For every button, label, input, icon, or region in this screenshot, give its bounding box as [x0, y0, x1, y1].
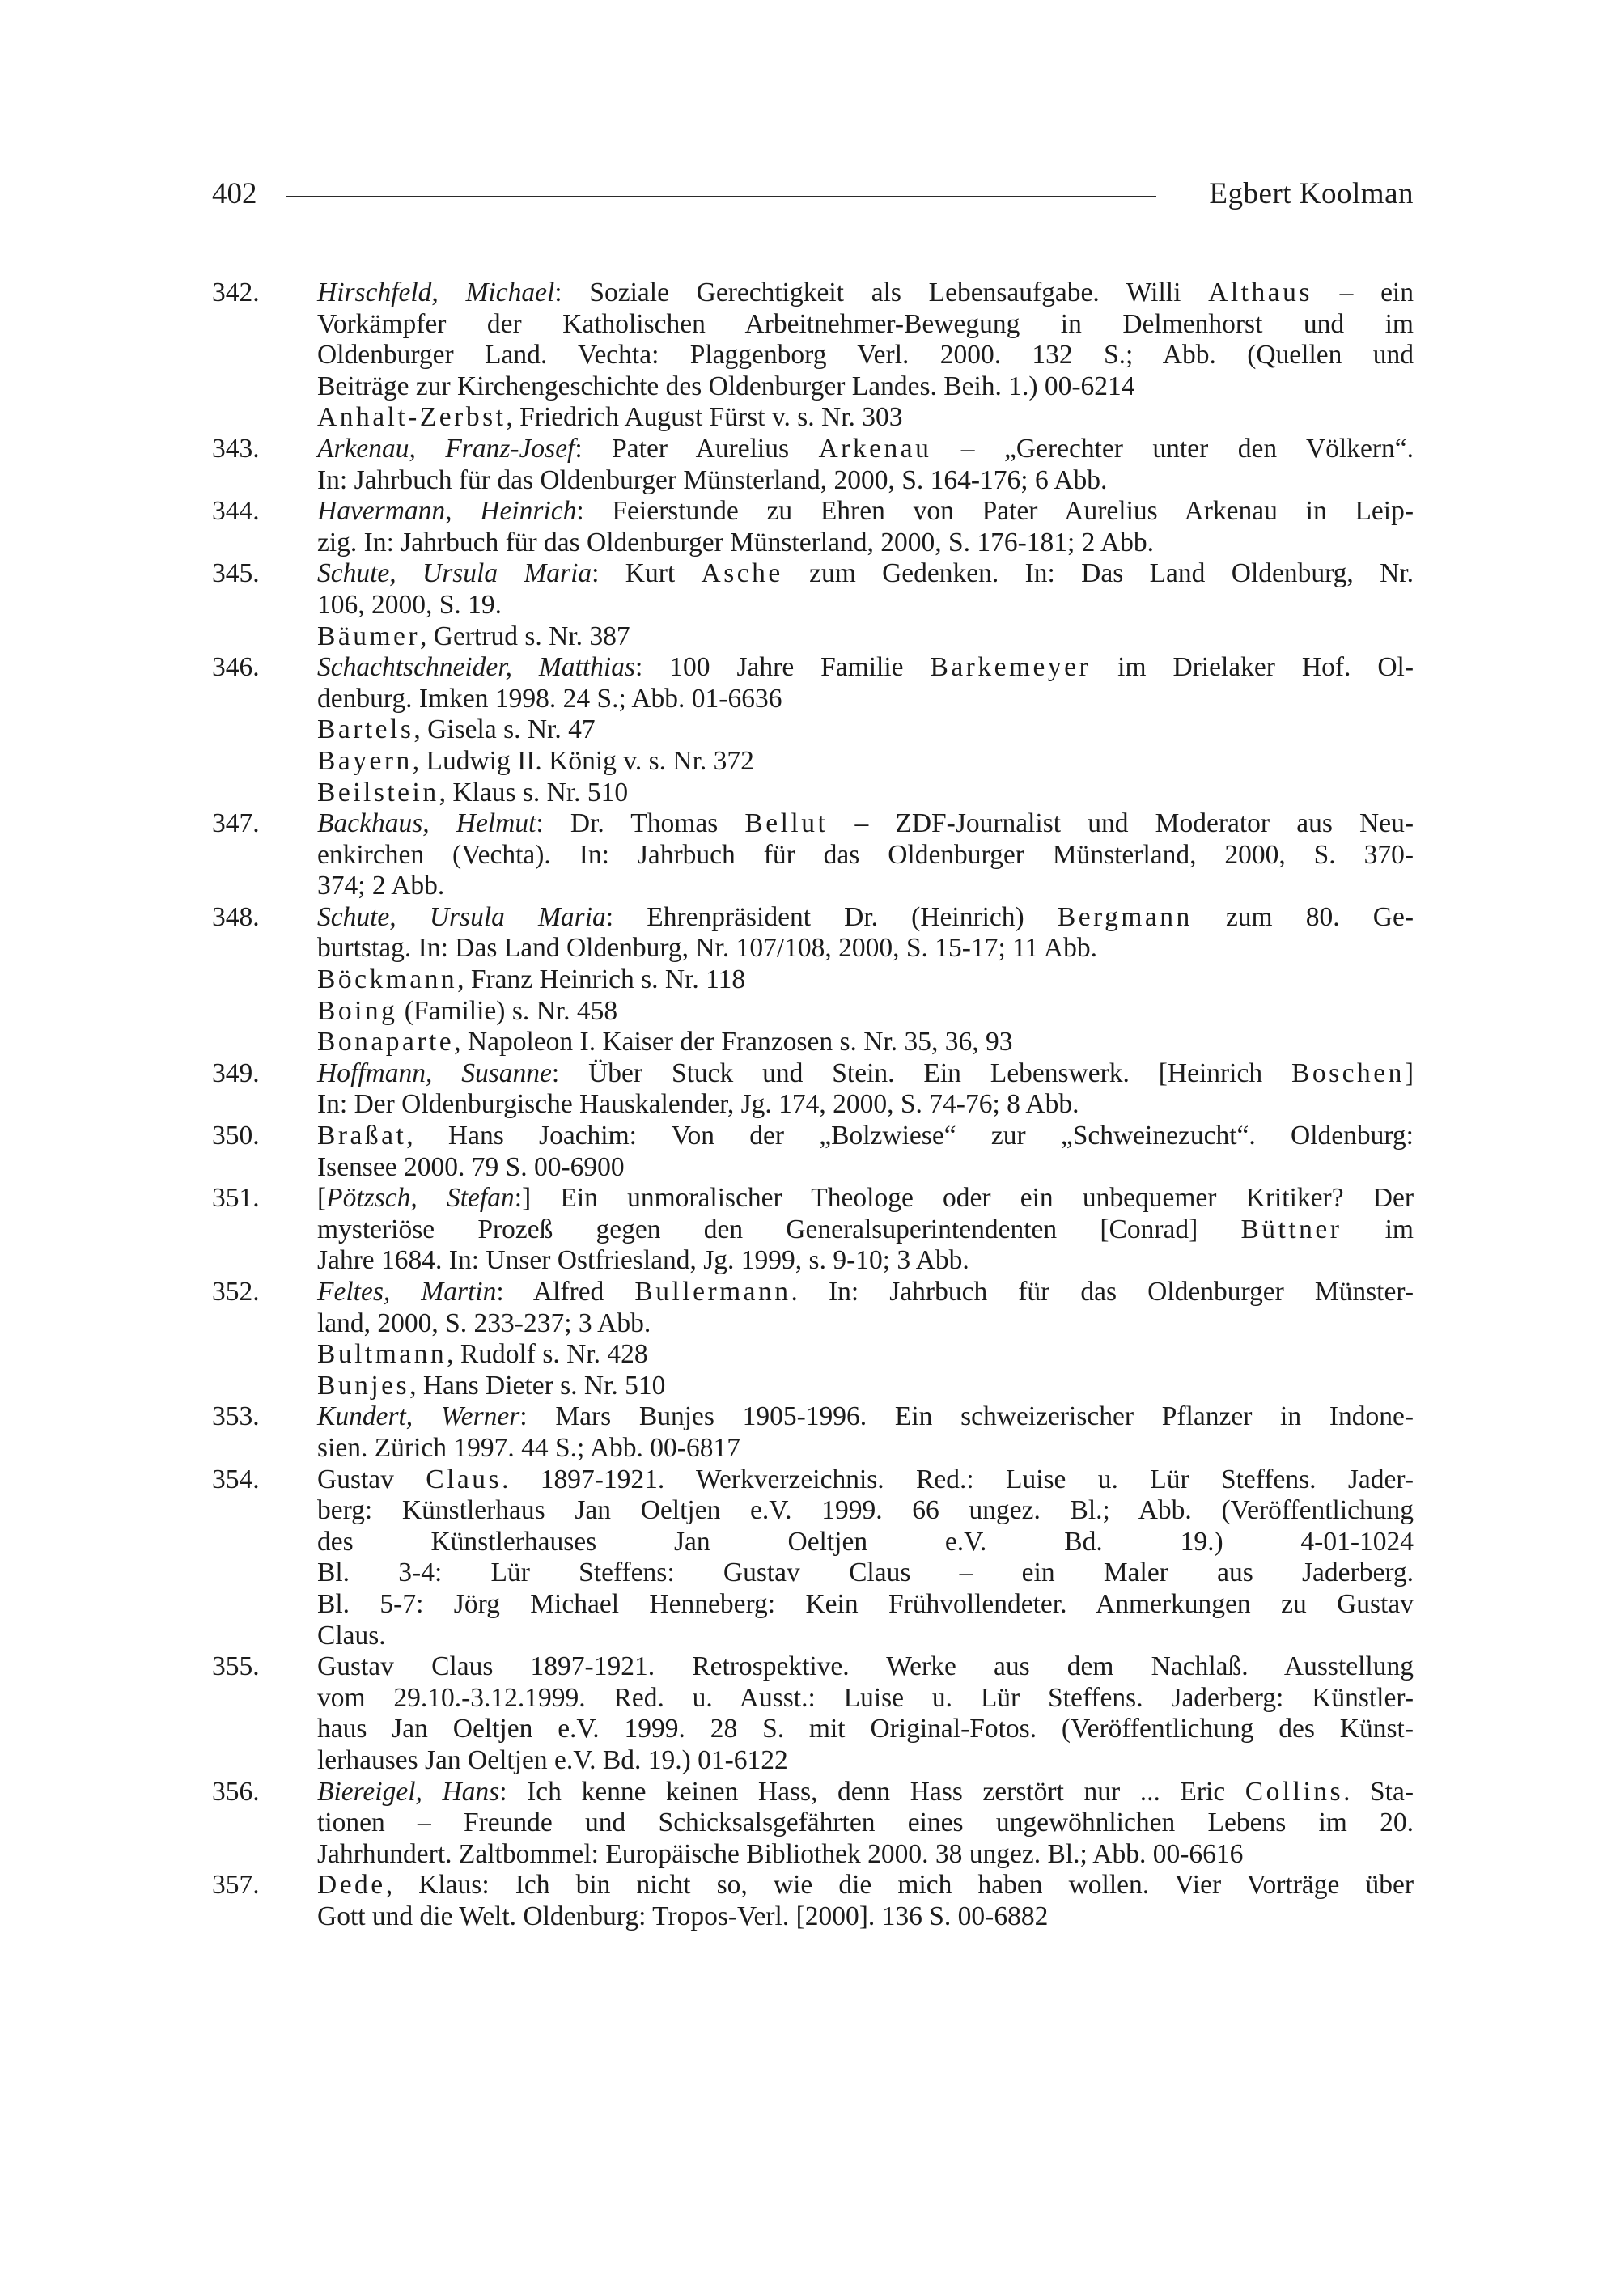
entry-text: Gott und die Welt. Oldenburg: Tropos-Verl. [2000]. 136 S. 00-6882	[317, 1901, 1049, 1931]
entry-line	[317, 1621, 1414, 1652]
entry-text: Gustav	[317, 1464, 426, 1494]
entry-line	[317, 1464, 1414, 1496]
entry-text: : Alfred	[496, 1277, 635, 1307]
entry-number: 352.	[212, 1277, 260, 1307]
subject-name: Braßat	[317, 1121, 407, 1151]
entry-text: Gustav Claus 1897-1921. Retrospektive. Werke aus dem Nachlaß. Ausstellung	[317, 1651, 1414, 1682]
entry-text: , Hans Joachim: Von der „Bolzwiese“ zur „Schweinezucht“. Oldenburg:	[406, 1121, 1414, 1151]
entry-number: 355.	[212, 1651, 260, 1682]
subject-name: Arkenau	[818, 433, 932, 464]
entry-line	[317, 1121, 1414, 1152]
entry-text: (Familie) s. Nr. 458	[397, 995, 618, 1026]
entry-body	[317, 1058, 1414, 1121]
entry-text: enkirchen (Vechta). In: Jahrbuch für das Oldenburger Münsterland, 2000, S. 370-	[317, 839, 1414, 870]
entry-body	[317, 278, 1414, 402]
entry-text: Isensee 2000. 79 S. 00-6900	[317, 1151, 625, 1182]
entry-text: zig. In: Jahrbuch für das Oldenburger Münsterland, 2000, S. 176-181; 2 Abb.	[317, 527, 1155, 557]
entry-text: ]	[1404, 1057, 1414, 1088]
entry-text: Vorkämpfer der Katholischen Arbeitnehmer-Bewegung in Delmenhorst und im	[317, 308, 1414, 339]
entry-line	[317, 1089, 1414, 1121]
entry-line	[317, 1308, 1414, 1340]
cross-reference	[212, 1371, 1414, 1402]
cross-reference	[212, 778, 1414, 809]
entry-text: denburg. Imken 1998. 24 S.; Abb. 01-6636	[317, 683, 782, 714]
bibliography-entry	[212, 808, 1414, 902]
subject-name: Bellut	[744, 808, 829, 839]
entry-text: Bl. 3-4: Lür Steffens: Gustav Claus – ein Maler aus Jaderberg.	[317, 1558, 1414, 1588]
entry-line	[317, 684, 1414, 715]
entry-text: : Dr. Thomas	[536, 808, 745, 839]
cross-reference	[212, 964, 1414, 996]
entry-text: zum Gedenken. In: Das Land Oldenburg, Nr.	[782, 558, 1414, 589]
author-name: Backhaus, Helmut	[317, 808, 536, 839]
entry-text: , Rudolf s. Nr. 428	[447, 1339, 648, 1370]
bibliography-entry	[212, 1870, 1414, 1932]
entry-line	[317, 309, 1414, 341]
entry-line	[317, 1527, 1414, 1558]
entry-line	[317, 1214, 1414, 1246]
entry-line	[317, 528, 1414, 559]
entry-line	[317, 1558, 1414, 1589]
entry-line	[317, 840, 1414, 871]
subject-name: Bayern	[317, 745, 413, 776]
entry-text: Jahre 1684. In: Unser Ostfriesland, Jg. 1999, s. 9-10; 3 Abb.	[317, 1245, 969, 1276]
bibliography-entry	[212, 1121, 1414, 1183]
entry-text: : Kurt	[592, 558, 702, 589]
bibliography-entry	[212, 434, 1414, 496]
entry-body	[317, 1183, 1414, 1277]
entry-text: , Klaus: Ich bin nicht so, wie die mich haben wollen. Vier Vorträge über	[385, 1870, 1414, 1901]
subject-name: Büttner	[1240, 1214, 1342, 1244]
entry-text: Jahrhundert. Zaltbommel: Europäische Bibliothek 2000. 38 ungez. Bl.; Abb. 00-6616	[317, 1838, 1244, 1869]
entry-text: : Feierstunde zu Ehren von Pater Aurelius Arkenau in Leip-	[576, 496, 1414, 527]
entry-text: haus Jan Oeltjen e.V. 1999. 28 S. mit Original-Fotos. (Veröffentlichung des Künst-	[317, 1714, 1414, 1744]
author-name: Schute, Ursula Maria	[317, 901, 606, 932]
entry-number: 351.	[212, 1183, 260, 1214]
entry-line	[317, 558, 1414, 590]
bibliography-entry	[212, 1651, 1414, 1776]
bibliography-entry	[212, 1058, 1414, 1121]
entry-text: : Pater Aurelius	[575, 433, 819, 464]
entry-body	[317, 496, 1414, 558]
entry-text: im	[1342, 1214, 1414, 1244]
author-name: Schute, Ursula Maria	[317, 558, 592, 589]
subject-name: Dede	[317, 1870, 386, 1901]
subject-name: Böckmann	[317, 964, 458, 995]
entry-text: zum 80. Ge-	[1192, 901, 1414, 932]
author-name: Arkenau, Franz-Josef	[317, 433, 575, 464]
entry-line	[317, 1683, 1414, 1714]
running-head-author: Egbert Koolman	[1209, 177, 1414, 210]
author-name: Hoffmann, Susanne	[317, 1057, 552, 1088]
entry-line	[317, 590, 1414, 621]
entry-text: : Mars Bunjes 1905-1996. Ein schweizerischer Pflanzer in Indone-	[519, 1401, 1414, 1432]
subject-name: Bäumer	[317, 621, 421, 651]
subject-name: Bonaparte	[317, 1027, 455, 1057]
entry-number: 343.	[212, 433, 260, 464]
entry-text: Oldenburger Land. Vechta: Plaggenborg Verl. 2000. 132 S.; Abb. (Quellen und	[317, 340, 1414, 371]
entry-text: . In: Jahrbuch für das Oldenburger Münster-	[791, 1277, 1414, 1307]
subject-name: Bultmann	[317, 1339, 447, 1370]
entry-line	[317, 1808, 1414, 1839]
subject-name: Bunjes	[317, 1370, 410, 1401]
entry-line	[317, 1589, 1414, 1621]
entry-text: im Drielaker Hof. Ol-	[1091, 652, 1414, 683]
page-header	[212, 170, 1414, 218]
entry-number: 347.	[212, 808, 260, 839]
subject-name: Anhalt-Zerbst	[317, 402, 507, 433]
bibliography-entry	[212, 1401, 1414, 1464]
entry-line	[317, 1714, 1414, 1745]
entry-text: sien. Zürich 1997. 44 S.; Abb. 00-6817	[317, 1432, 740, 1463]
entry-text: – „Gerechter unter den Völkern“.	[931, 433, 1414, 464]
subject-name: Bartels	[317, 714, 414, 745]
entry-line	[317, 652, 1414, 684]
entry-line	[317, 808, 1414, 840]
cross-reference	[212, 714, 1414, 746]
bibliography-entry	[212, 1464, 1414, 1652]
entry-line	[317, 1245, 1414, 1277]
entry-line	[317, 1058, 1414, 1090]
cross-reference	[212, 1339, 1414, 1371]
entry-line	[317, 902, 1414, 934]
subject-name: Bergmann	[1057, 901, 1193, 932]
subject-name: Claus	[426, 1464, 502, 1494]
bibliography-entries	[212, 278, 1414, 1932]
entry-body	[317, 1870, 1414, 1932]
cross-reference	[212, 1027, 1414, 1058]
cross-reference	[212, 621, 1414, 653]
entry-text: , Friedrich August Fürst v. s. Nr. 303	[506, 402, 903, 433]
subject-name: Boschen	[1291, 1057, 1405, 1088]
entry-text: Beiträge zur Kirchengeschichte des Oldenburger Landes. Beih. 1.) 00-6214	[317, 371, 1135, 401]
entry-text: : Ehrenpräsident Dr. (Heinrich)	[605, 901, 1058, 932]
cross-reference	[212, 746, 1414, 778]
entry-body	[317, 1121, 1414, 1183]
entry-text: , Hans Dieter s. Nr. 510	[409, 1370, 666, 1401]
entry-text: : 100 Jahre Familie	[635, 652, 931, 683]
entry-text: In: Der Oldenburgische Hauskalender, Jg. 174, 2000, S. 74-76; 8 Abb.	[317, 1089, 1079, 1120]
entry-number: 346.	[212, 652, 260, 683]
entry-text: . Sta-	[1343, 1776, 1414, 1807]
entry-text: , Franz Heinrich s. Nr. 118	[457, 964, 746, 995]
subject-name: Boing	[317, 995, 398, 1026]
entry-line	[317, 434, 1414, 465]
subject-name: Beilstein	[317, 777, 439, 807]
author-name: Kundert, Werner	[317, 1401, 520, 1432]
entry-line	[317, 1183, 1414, 1214]
entry-body	[317, 1277, 1414, 1339]
entry-line	[317, 1401, 1414, 1433]
subject-name: Collins	[1245, 1776, 1344, 1807]
entry-body	[317, 434, 1414, 496]
bibliography-entry	[212, 1277, 1414, 1339]
entry-text: , Gisela s. Nr. 47	[413, 714, 596, 745]
entry-body	[317, 652, 1414, 714]
entry-line	[317, 1777, 1414, 1808]
entry-text: 374; 2 Abb.	[317, 871, 445, 901]
entry-text: vom 29.10.-3.12.1999. Red. u. Ausst.: Luise u. Lür Steffens. Jaderberg: Künstler-	[317, 1682, 1414, 1713]
author-name: Schachtschneider, Matthias	[317, 652, 636, 683]
entry-text: , Gertrud s. Nr. 387	[420, 621, 630, 651]
entry-text: tionen – Freunde und Schicksalsgefährten eines ungewöhnlichen Lebens im 20.	[317, 1808, 1414, 1838]
subject-name: Althaus	[1208, 278, 1312, 307]
entry-line	[317, 465, 1414, 497]
entry-body	[317, 1651, 1414, 1776]
cross-reference	[212, 996, 1414, 1028]
entry-text: :] Ein unmoralischer Theologe oder ein unbequemer Kritiker? Der	[514, 1183, 1414, 1214]
entry-body	[317, 1777, 1414, 1871]
entry-line	[317, 1870, 1414, 1901]
bibliography-entry	[212, 902, 1414, 964]
bibliography-entry	[212, 1183, 1414, 1277]
author-name: Havermann, Heinrich	[317, 496, 577, 527]
entry-line	[317, 1277, 1414, 1308]
entry-text: – ZDF-Journalist und Moderator aus Neu-	[828, 808, 1414, 839]
entry-line	[317, 1433, 1414, 1464]
entry-line	[317, 933, 1414, 964]
entry-text: , Klaus s. Nr. 510	[439, 777, 629, 807]
entry-line	[317, 1745, 1414, 1777]
entry-number: 344.	[212, 496, 260, 527]
entry-text: , Ludwig II. König v. s. Nr. 372	[412, 745, 754, 776]
author-name: Feltes, Martin	[317, 1277, 497, 1307]
entry-text: mysteriöse Prozeß gegen den Generalsuperintendenten [Conrad]	[317, 1214, 1241, 1244]
entry-line	[317, 1152, 1414, 1184]
subject-name: Barkemeyer	[930, 652, 1092, 683]
entry-text: Claus.	[317, 1620, 386, 1651]
page-number: 402	[212, 177, 257, 210]
subject-name: Bullermann	[634, 1277, 791, 1307]
entry-text: Bl. 5-7: Jörg Michael Henneberg: Kein Frühvollendeter. Anmerkungen zu Gustav	[317, 1588, 1414, 1619]
author-name: Pötzsch, Stefan	[326, 1183, 515, 1214]
entry-line	[317, 1839, 1414, 1871]
entry-text: berg: Künstlerhaus Jan Oeltjen e.V. 1999. 66 ungez. Bl.; Abb. (Veröffentlichung	[317, 1495, 1414, 1526]
entry-number: 345.	[212, 558, 260, 589]
author-name: Biereigel, Hans	[317, 1776, 500, 1807]
entry-line	[317, 1495, 1414, 1527]
entry-text: , Napoleon I. Kaiser der Franzosen s. Nr. 35, 36, 93	[454, 1027, 1013, 1057]
entry-line	[317, 278, 1414, 309]
entry-text: – ein	[1312, 278, 1414, 307]
entry-number: 342.	[212, 278, 260, 307]
entry-number: 349.	[212, 1057, 260, 1088]
author-name: Hirschfeld, Michael	[317, 278, 555, 307]
entry-text: : Über Stuck und Stein. Ein Lebenswerk. [Heinrich	[551, 1057, 1291, 1088]
entry-text: land, 2000, S. 233-237; 3 Abb.	[317, 1308, 651, 1338]
entry-number: 354.	[212, 1464, 260, 1494]
entry-line	[317, 340, 1414, 371]
entry-number: 350.	[212, 1121, 260, 1151]
entry-line	[317, 371, 1414, 403]
entry-number: 356.	[212, 1776, 260, 1807]
bibliography-entry	[212, 652, 1414, 714]
entry-body	[317, 1401, 1414, 1464]
entry-text: [	[317, 1183, 327, 1214]
entry-line	[317, 871, 1414, 902]
entry-line	[317, 496, 1414, 528]
entry-body	[317, 902, 1414, 964]
cross-reference	[212, 402, 1414, 434]
entry-text: lerhauses Jan Oeltjen e.V. Bd. 19.) 01-6122	[317, 1744, 788, 1775]
entry-text: . 1897-1921. Werkverzeichnis. Red.: Luise u. Lür Steffens. Jader-	[502, 1464, 1414, 1494]
entry-number: 353.	[212, 1401, 260, 1432]
entry-number: 348.	[212, 901, 260, 932]
bibliography-entry	[212, 558, 1414, 621]
entry-number: 357.	[212, 1870, 260, 1901]
entry-body	[317, 1464, 1414, 1652]
entry-body	[317, 808, 1414, 902]
entry-text: des Künstlerhauses Jan Oeltjen e.V. Bd. 19.) 4-01-1024	[317, 1526, 1414, 1557]
bibliography-entry	[212, 278, 1414, 402]
entry-text: burtstag. In: Das Land Oldenburg, Nr. 107/108, 2000, S. 15-17; 11 Abb.	[317, 933, 1097, 964]
header-rule	[286, 196, 1156, 197]
entry-text: 106, 2000, S. 19.	[317, 589, 502, 620]
entry-body	[317, 558, 1414, 621]
entry-text: : Soziale Gerechtigkeit als Lebensaufgabe. Willi	[554, 278, 1209, 307]
bibliography-entry	[212, 1777, 1414, 1871]
entry-text: In: Jahrbuch für das Oldenburger Münsterland, 2000, S. 164-176; 6 Abb.	[317, 464, 1108, 495]
entry-text: : Ich kenne keinen Hass, denn Hass zerstört nur ... Eric	[499, 1776, 1245, 1807]
entry-line	[317, 1901, 1414, 1933]
bibliography-entry	[212, 496, 1414, 558]
subject-name: Asche	[701, 558, 783, 589]
entry-line	[317, 1651, 1414, 1683]
